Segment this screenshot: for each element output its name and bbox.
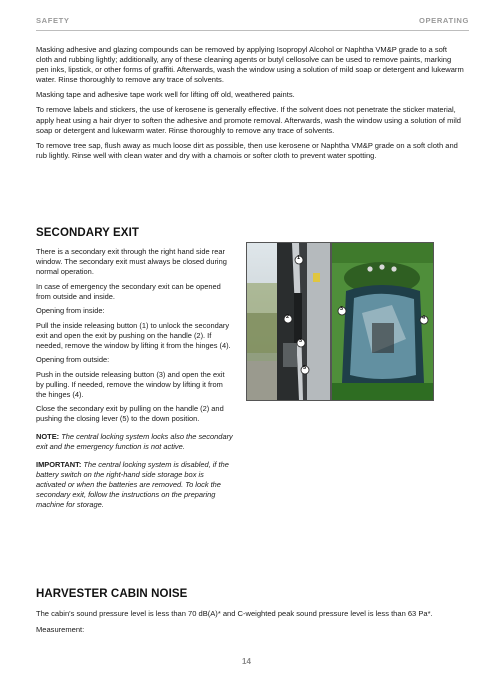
callout-3-outside: 3 [340, 306, 344, 312]
page-number: 14 [242, 657, 251, 666]
callout-3: 3 [299, 338, 303, 344]
paragraph: To remove labels and stickers, the use of kerosene is generally effective. If the solvent does not penetrate the sticker material, apply heat using a hair dryer to soften the adhesive and promote removal. Afterwards, wash the window using a solution of mild soap or detergent and lukewarm water. Rinse thoroughly to remove any trace of solvents. [36, 105, 461, 135]
paragraph: Opening from inside: [36, 306, 105, 315]
paragraph: There is a secondary exit through the right hand side rear window. The secondary exit must always be closed during normal operation. [36, 247, 227, 276]
important-text: The central locking system is disabled, if the battery switch on the right-hand side storage box is activated or when the batteries are removed. To lock the secondary exit, follow the instructions on the preparing machine for storage. [36, 460, 229, 509]
paragraph: The cabin's sound pressure level is less than 70 dB(A)* and C-weighted peak sound pressure level is less than 63 Pa*. [36, 609, 433, 618]
paragraph: Pull the inside releasing button (1) to unlock the secondary exit and open the exit by pushing on the handle (2). If needed, remove the window by lifting it from the hinges (4). [36, 320, 231, 350]
cabin-noise-text [36, 609, 464, 641]
note [36, 432, 234, 452]
section-title-secondary-exit: SECONDARY EXIT [36, 227, 140, 239]
paragraph: Close the secondary exit by pulling on the handle (2) and pushing the closing lever (5) to the down position. [36, 404, 224, 423]
page-header [36, 12, 469, 31]
paragraph: Masking adhesive and glazing compounds can be removed by applying Isopropyl Alcohol or Naphtha VM&P grade to a soft cloth and rubbing lightly; additionally, any of these cleaning agents or butyl cellosolve can be used to remove paints, marking pen inks, lipstick, or other forms of graffiti. Afterwards, wash the window using a solution of mild soap or detergent and lukewarm water. Rinse thoroughly to remove any trace of solvents. [36, 45, 464, 85]
paragraph: Masking tape and adhesive tape work well for lifting off old, weathered paints. [36, 90, 295, 100]
paragraph: In case of emergency the secondary exit can be opened from outside and inside. [36, 281, 221, 301]
secondary-exit-text [36, 247, 234, 515]
callout-4: 4 [422, 315, 426, 321]
header-section-label: SAFETY [36, 16, 70, 25]
paragraph: Measurement: [36, 625, 85, 635]
callout-2: 2 [286, 314, 290, 320]
photo-inside-exit [246, 242, 331, 401]
window-cleaning-text [36, 45, 464, 166]
paragraph: To remove tree sap, flush away as much loose dirt as possible, then use kerosene or Naphtha VM&P grade on a soft cloth and rub lightly. Rinse well with clean water and dry with a chamois or softer cloth to prevent water spotting. [36, 140, 458, 160]
header-chapter-label: OPERATING [419, 16, 469, 25]
callout-5: 5 [303, 365, 307, 371]
paragraph: Push in the outside releasing button (3) and open the exit by pulling. If needed, remove the window by lifting it from the hinges (4). [36, 369, 225, 399]
paragraph: Opening from outside: [36, 355, 110, 364]
important-label: IMPORTANT: [36, 460, 82, 469]
secondary-exit-photos [246, 242, 433, 399]
callout-1: 1 [297, 255, 301, 261]
photo-outside-exit [331, 242, 434, 401]
note-label: NOTE: [36, 432, 60, 441]
important-notice [36, 460, 234, 510]
note-text: The central locking system locks also the secondary exit and the emergency function is not active. [36, 432, 233, 451]
section-title-cabin-noise: HARVESTER CABIN NOISE [36, 588, 188, 600]
